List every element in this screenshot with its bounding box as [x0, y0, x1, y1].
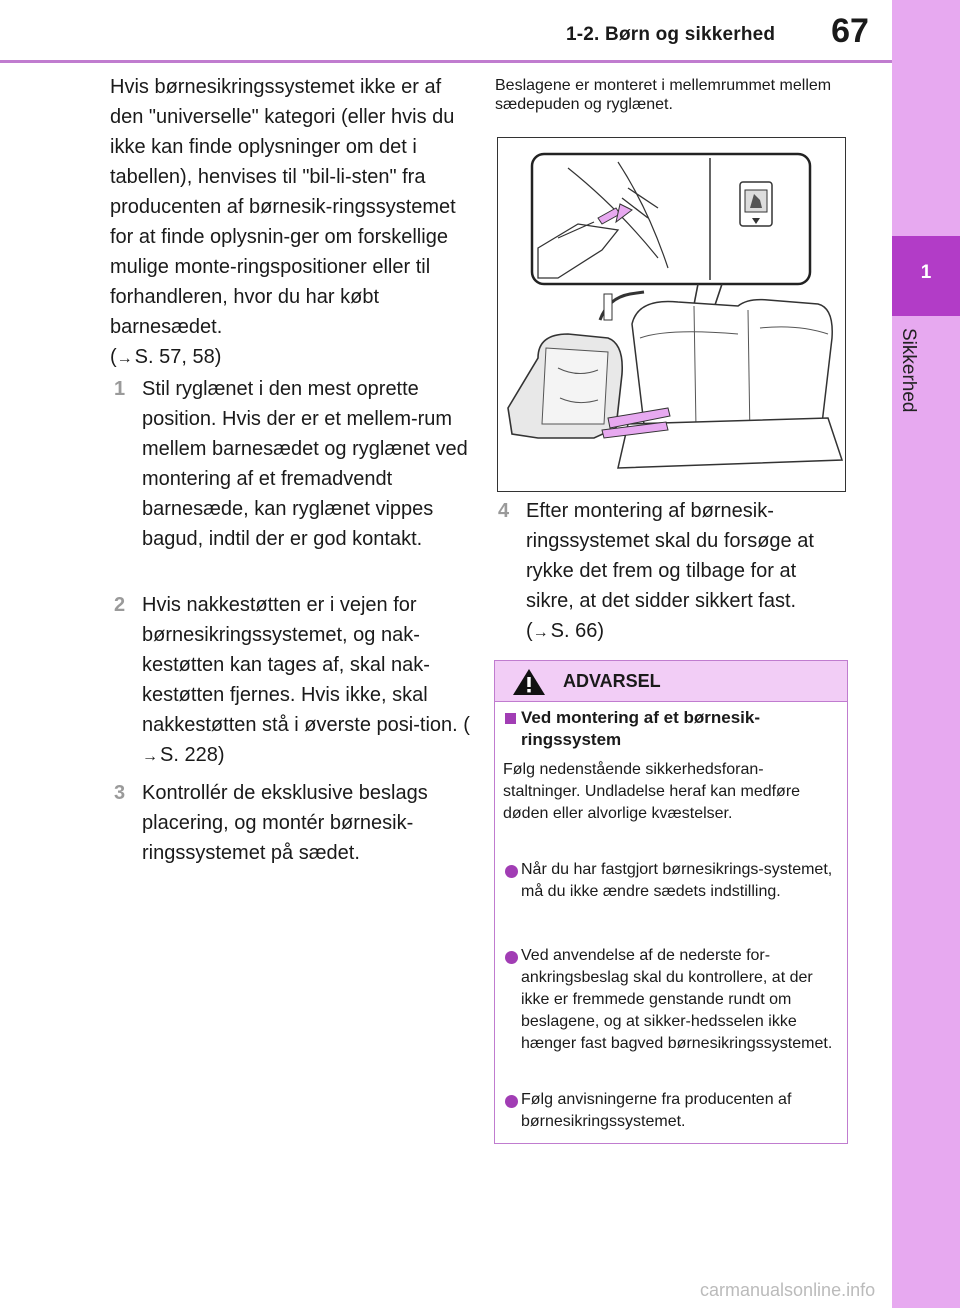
warning-header	[495, 661, 847, 702]
step-4-page-ref: S. 66)	[550, 620, 605, 642]
chapter-tab-strip	[892, 0, 960, 1308]
warning-triangle-icon	[511, 667, 547, 697]
warning-intro: Følg nedenstående sikkerhedsforan-staltninger. Undladelse heraf kan medføre døden eller alvorlige kvæstelser.	[503, 761, 801, 822]
warning-box	[494, 660, 848, 1144]
step-2: 2 Hvis nakkestøtten er i vejen for børnesikringssystemet, og nak-kestøtten kan tages af, skal nak-kestøtten fjernes. Hvis ikke, skal nakkestøtten stå i øverste posi-tion. (→ S. 228)	[142, 590, 472, 772]
chapter-number: 1	[920, 262, 932, 283]
ref-arrow-icon: →	[116, 350, 133, 367]
warning-bullet-2: Ved anvendelse af de nederste for-ankringsbeslag skal du kontrollere, at der ikke er fremmede genstande rundt om beslagene, og at sikker-hedsselen ikke hænger fast bagved børnesikringssystemet.	[521, 947, 833, 1052]
chapter-label: Sikkerhed	[898, 328, 919, 413]
warning-bullet-icon	[505, 1095, 518, 1108]
footer-watermark: carmanualsonline.info	[700, 1280, 876, 1300]
figure-caption: Beslagene er monteret i mellemrummet mellem sædepuden og ryglænet.	[495, 77, 832, 113]
page-number: 67	[831, 12, 869, 50]
section-title: 1-2. Børn og sikkerhed	[566, 24, 776, 45]
step-4: 4 Efter montering af børnesik-ringssystemet skal du forsøge at rykke det frem og tilbage for at sikre, at det sidder sikkert fast. (→ S. 66)	[526, 496, 846, 648]
warning-bullet-icon	[505, 865, 518, 878]
ref-arrow-icon: →	[532, 624, 549, 641]
warning-bullet-icon	[505, 951, 518, 964]
header-rule	[0, 60, 892, 63]
warning-subtitle: Ved montering af et børnesik-ringssystem	[521, 708, 760, 749]
warning-bullet-1: Når du har fastgjort børnesikrings-systemet, må du ikke ændre sædets indstilling.	[521, 861, 833, 900]
ref-arrow-icon: →	[142, 748, 158, 765]
warning-bullet-3: Følg anvisningerne fra producenten af børnesikringssystemet.	[521, 1091, 792, 1130]
intro-paragraph: Hvis børnesikringssystemet ikke er af den "universelle" kategori (eller hvis du ikke kan finde oplysninger om det i tabellen), henvises til "bil-li-sten" fra producenten af børnesik-ringssystemet for at finde oplysnin-ger om forskellige mulige monte-ringspositioner eller til forhandleren, hvor du har købt barnesædet. (→ S. 57, 58)	[110, 72, 470, 374]
anchor-illustration	[497, 137, 846, 492]
step-2-page-ref: S. 228)	[160, 744, 225, 766]
warning-title: ADVARSEL	[563, 671, 661, 691]
warning-square-bullet-icon	[505, 713, 516, 724]
intro-page-ref: S. 57, 58)	[134, 346, 222, 368]
step-1: 1 Stil ryglænet i den mest oprette position. Hvis der er et mellem-rum mellem barnesædet og ryglænet ved montering af et fremadvendt barnesæde, kan ryglænet vippes bagud, indtil der er god kontakt.	[114, 378, 468, 550]
step-3: 3 Kontrollér de eksklusive beslags placering, og montér børnesik-ringssystemet på sædet.	[114, 782, 428, 864]
